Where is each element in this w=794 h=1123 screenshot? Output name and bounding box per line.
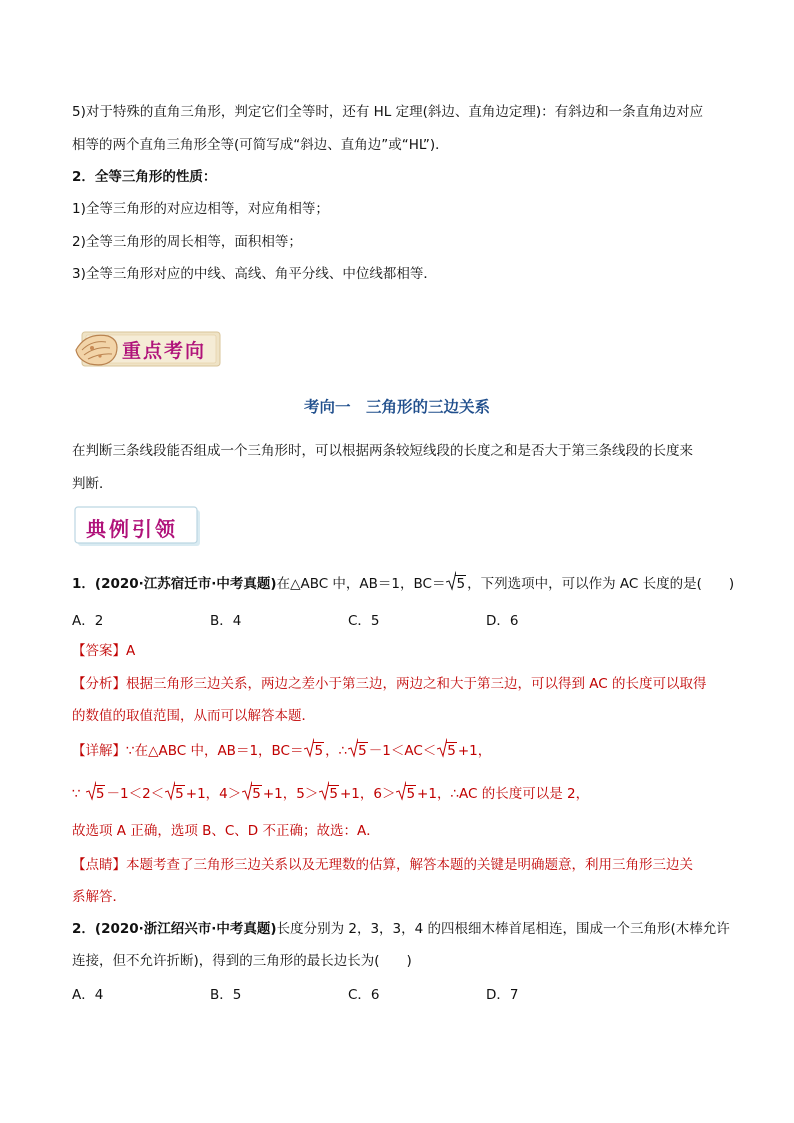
- answer-label: 【答案】: [72, 643, 126, 659]
- radical-icon: [396, 781, 406, 801]
- option-b: B．4: [210, 613, 242, 629]
- radical-icon: [242, 781, 252, 801]
- property-3: 3)全等三角形对应的中线、高线、角平分线、中位线都相等．: [72, 266, 437, 282]
- question-number: 1．: [72, 576, 95, 592]
- question-1: [72, 574, 734, 594]
- option-d: D．6: [486, 613, 519, 629]
- analysis-line-1: 【分析】根据三角形三边关系，两边之差小于第三边，两边之和大于第三边，可以得到 AC 的长度可以取得: [72, 676, 707, 692]
- option-a: A．2: [72, 613, 104, 629]
- answer-value: A: [126, 643, 136, 659]
- radical-icon: [304, 738, 314, 758]
- question-2-line-2: 连接，但不允许折断)，得到的三角形的最长边长为( ): [72, 953, 412, 969]
- focus-badge: [72, 326, 224, 372]
- question-source: (2020·江苏宿迁市·中考真题): [94, 576, 277, 592]
- radical-icon: [165, 781, 175, 801]
- question-source: (2020·浙江绍兴市·中考真题): [94, 921, 277, 937]
- detail-line-2: ∵ 5 －1＜2＜ 5 +1，4＞ 5 +1，5＞ 5 +1，6＞ 5 +1，∴AC 的长度可以是 2，: [72, 784, 589, 804]
- option-d: D．7: [486, 987, 519, 1003]
- radical-icon: [437, 738, 447, 758]
- comment-label: 【点睛】: [72, 857, 126, 873]
- radical-icon: [446, 571, 456, 591]
- property-2: 2)全等三角形的周长相等，面积相等；: [72, 234, 302, 250]
- sqrt-5: 5: [319, 784, 339, 804]
- question-text-end: ，下列选项中，可以作为 AC 长度的是( ): [467, 576, 735, 592]
- question-2-line-1: 2．(2020·浙江绍兴市·中考真题)长度分别为 2，3，3，4 的四根细木棒首尾相连，围成一个三角形(木棒允许: [72, 921, 730, 937]
- comment-line-1: 【点睛】本题考查了三角形三边关系以及无理数的估算，解答本题的关键是明确题意，利用三角形三边关: [72, 857, 693, 873]
- example-badge-label: 典例引领: [86, 517, 178, 541]
- analysis-line-2: 的数值的取值范围，从而可以解答本题．: [72, 708, 315, 724]
- section-title: 考向一 三角形的三边关系: [303, 398, 490, 416]
- question-number: 2．: [72, 921, 95, 937]
- radical-icon: [319, 781, 329, 801]
- sqrt-5: 5: [304, 741, 324, 761]
- sqrt-5: 5: [446, 574, 466, 594]
- hl-theorem-line-2: 相等的两个直角三角形全等(可简写成“斜边、直角边”或“HL”)．: [72, 137, 449, 153]
- sqrt-5: 5: [437, 741, 457, 761]
- sqrt-5: 5: [396, 784, 416, 804]
- sqrt-5: 5: [86, 784, 106, 804]
- example-badge: [74, 506, 202, 548]
- question-text: 在△ABC 中，AB＝1，BC＝: [276, 576, 446, 592]
- intro-line-1: 在判断三条线段能否组成一个三角形时，可以根据两条较短线段的长度之和是否大于第三条线段的长度来: [72, 443, 693, 459]
- detail-line-1: 【详解】∵在△ABC 中，AB＝1，BC＝ 5 ，∴ 5 －1＜AC＜ 5 +1，: [72, 741, 491, 761]
- properties-heading: 2．全等三角形的性质：: [72, 169, 217, 185]
- option-b: B．5: [210, 987, 242, 1003]
- sqrt-5: 5: [242, 784, 262, 804]
- property-1: 1)全等三角形的对应边相等，对应角相等；: [72, 201, 329, 217]
- comment-line-2: 系解答．: [72, 889, 126, 905]
- focus-badge-label: 重点考向: [122, 340, 207, 362]
- intro-line-2: 判断．: [72, 476, 113, 492]
- hl-theorem-line-1: 5)对于特殊的直角三角形，判定它们全等时，还有 HL 定理(斜边、直角边定理)：有斜边和一条直角边对应: [72, 104, 704, 120]
- sqrt-5: 5: [348, 741, 368, 761]
- option-c: C．6: [348, 987, 380, 1003]
- option-a: A．4: [72, 987, 104, 1003]
- analysis-label: 【分析】: [72, 676, 126, 692]
- conclusion-line: 故选项 A 正确，选项 B、C、D 不正确；故选：A．: [72, 823, 380, 839]
- radical-icon: [348, 738, 358, 758]
- radical-icon: [86, 781, 96, 801]
- option-c: C．5: [348, 613, 380, 629]
- sqrt-5: 5: [165, 784, 185, 804]
- answer-line: [72, 641, 135, 661]
- detail-label: 【详解】: [72, 743, 126, 759]
